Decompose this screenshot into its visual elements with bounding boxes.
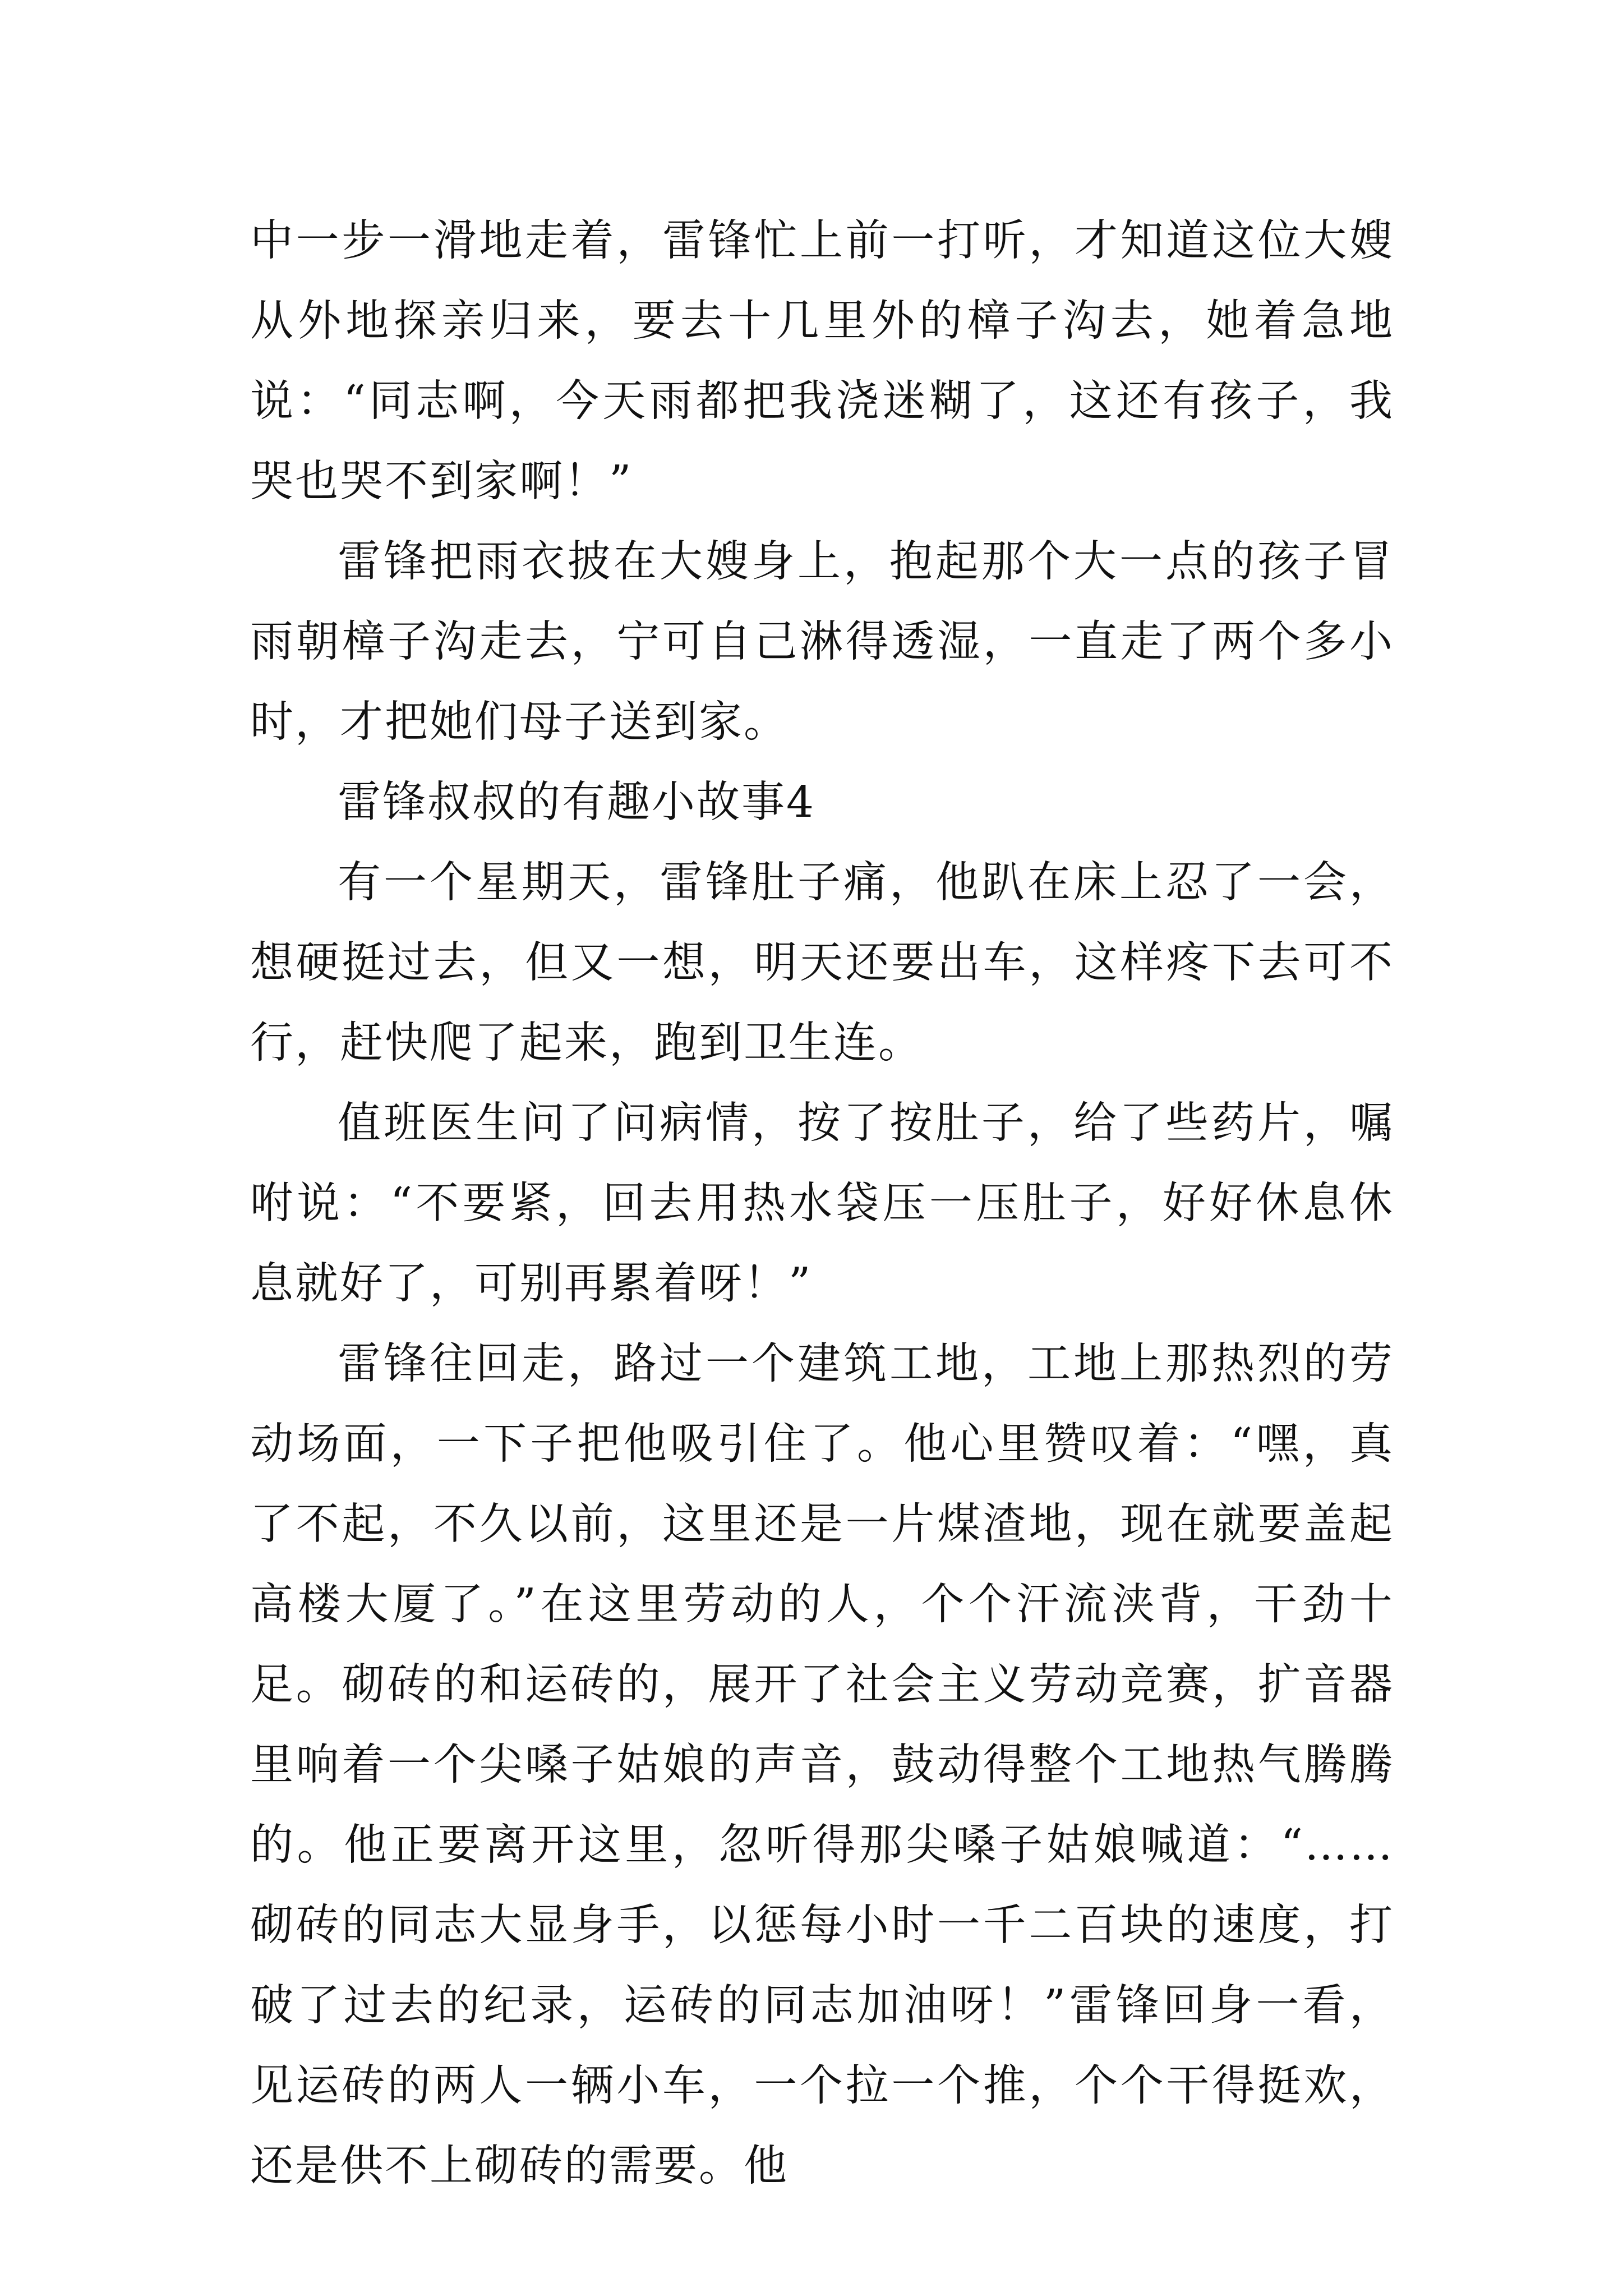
document-body (250, 201, 1394, 2206)
paragraph-continuation: 中一步一滑地走着，雷锋忙上前一打听，才知道这位大嫂从外地探亲归来，要去十几里外的樟子沟去，她着急地说：“同志啊，今天雨都把我浇迷糊了，这还有孩子，我哭也哭不到家啊！” (250, 216, 1394, 507)
paragraph-construction-site: 雷锋往回走，路过一个建筑工地，工地上那热烈的劳动场面，一下子把他吸引住了。他心里赞叹着：“嘿，真了不起，不久以前，这里还是一片煤渣地，现在就要盖起高楼大厦了。”在这里劳动的人，个个汗流浃背，干劲十足。砌砖的和运砖的，展开了社会主义劳动竞赛，扩音器里响着一个尖嗓子姑娘的声音，鼓动得整个工地热气腾腾的。他正要离开这里，忽听得那尖嗓子姑娘喊道：“……砌砖的同志大显身手，以惩每小时一千二百块的速度，打破了过去的纪录，运砖的同志加油呀！”雷锋回身一看，见运砖的两人一辆小车，一个拉一个推，个个干得挺欢，还是供不上砌砖的需要。他 (250, 1339, 1394, 2191)
section-heading: 雷锋叔叔的有趣小故事4 (338, 777, 815, 827)
paragraph-raincoat: 雷锋把雨衣披在大嫂身上，抱起那个大一点的孩子冒雨朝樟子沟走去，宁可自己淋得透湿，一直走了两个多小时，才把她们母子送到家。 (250, 537, 1394, 747)
paragraph-stomachache: 有一个星期天，雷锋肚子痛，他趴在床上忍了一会，想硬挺过去，但又一想，明天还要出车，这样疼下去可不行，赶快爬了起来，跑到卫生连。 (250, 858, 1394, 1068)
paragraph-doctor: 值班医生问了问病情，按了按肚子，给了些药片，嘱咐说：“不要紧，回去用热水袋压一压肚子，好好休息休息就好了，可别再累着呀！” (250, 1098, 1394, 1309)
